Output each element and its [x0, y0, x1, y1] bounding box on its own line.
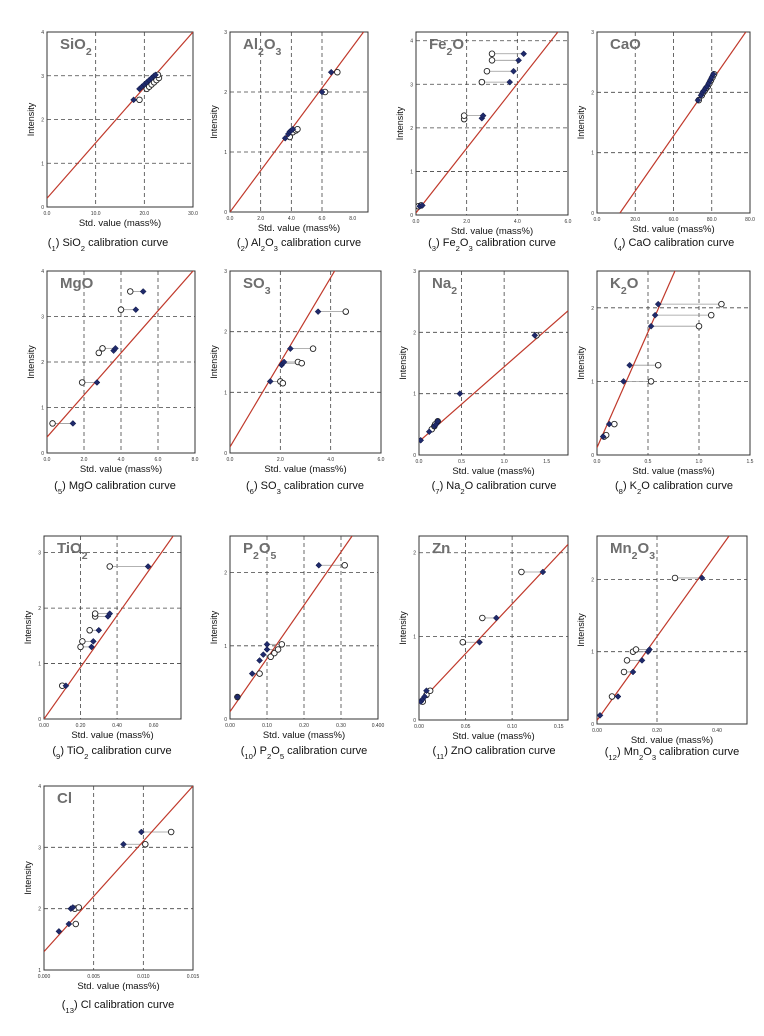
x-tick-label: 0.0 — [226, 216, 234, 222]
y-tick-label: 1 — [41, 161, 44, 168]
x-tick-label: 6.0 — [318, 216, 326, 222]
y-tick-label: 1 — [224, 150, 227, 156]
x-axis-label: Std. value (mass%) — [452, 731, 535, 742]
chart-title: Zn — [432, 540, 451, 557]
y-tick-label: 3 — [410, 82, 413, 89]
y-tick-label: 3 — [413, 269, 416, 275]
y-tick-label: 2 — [38, 906, 41, 913]
y-tick-label: 4 — [41, 30, 44, 36]
measured-point — [80, 639, 86, 645]
y-tick-label: 0 — [224, 717, 227, 723]
x-tick-label: 0.10 — [262, 723, 272, 729]
measured-point — [343, 309, 349, 315]
y-tick-label: 3 — [224, 30, 227, 36]
y-tick-label: 2 — [413, 330, 416, 337]
chart-13 — [23, 784, 199, 1015]
x-tick-label: 0.05 — [460, 724, 471, 730]
measured-point — [299, 360, 305, 366]
measured-point — [335, 69, 341, 75]
x-tick-label: 0.00 — [225, 723, 235, 729]
chart-caption: $(_7)$ $Na_2O$ calibration curve — [431, 480, 557, 496]
y-tick-label: 1 — [224, 643, 227, 650]
x-tick-label: 0.10 — [507, 724, 517, 730]
chart-caption: $(_8)$ $K_2O$ calibration curve — [614, 480, 734, 496]
y-tick-label: 3 — [41, 73, 44, 80]
chart-10 — [209, 536, 384, 761]
x-tick-label: 6.0 — [564, 219, 572, 225]
chart-7 — [398, 269, 568, 496]
x-tick-label: 0.20 — [75, 723, 86, 729]
measured-point — [73, 921, 79, 927]
measured-point — [79, 380, 85, 386]
y-tick-label: 0 — [41, 451, 44, 457]
y-tick-label: 2 — [38, 606, 41, 613]
x-tick-label: 0.0 — [43, 211, 51, 217]
measured-point — [719, 301, 725, 307]
chart-caption: $(_6)$ $SO_3$ calibration curve — [245, 480, 365, 496]
measured-point — [480, 615, 486, 621]
y-tick-label: 2 — [224, 90, 227, 96]
y-tick-label: 1 — [413, 391, 416, 398]
x-tick-label: 0.5 — [458, 459, 466, 465]
x-axis-label: Std. value (mass%) — [264, 464, 347, 475]
measured-point — [672, 575, 678, 581]
chart-caption: $(_1)$ SiO$_2$ calibration curve — [47, 237, 169, 253]
x-tick-label: 0.015 — [186, 974, 200, 980]
y-tick-label: 1 — [591, 379, 594, 386]
x-tick-label: 2.0 — [276, 457, 284, 463]
chart-title: $SO_3$ — [243, 275, 271, 297]
y-tick-label: 4 — [410, 38, 413, 45]
chart-11 — [398, 536, 568, 761]
x-axis-label: Std. value (mass%) — [78, 218, 162, 229]
x-tick-label: 0.40 — [112, 723, 122, 729]
measured-point — [648, 379, 654, 385]
y-axis-label: Intensity — [576, 105, 586, 140]
y-tick-label: 1 — [224, 390, 227, 397]
y-tick-label: 2 — [413, 550, 416, 557]
y-tick-label: 3 — [591, 30, 594, 36]
x-tick-label: 0.010 — [137, 974, 150, 980]
x-tick-label: 2.0 — [80, 457, 88, 463]
measured-point — [137, 97, 143, 103]
measured-point — [655, 362, 661, 368]
chart-caption: $(_{10})$ $P_2O_5$ calibration curve — [240, 745, 368, 761]
chart-12 — [576, 536, 747, 762]
measured-point — [519, 569, 525, 575]
y-axis-label: Intensity — [576, 613, 586, 647]
measured-point — [257, 671, 263, 677]
chart-caption: $(_2)$ $Al_2O_3$ calibration curve — [236, 237, 362, 253]
measured-point — [609, 694, 615, 700]
y-tick-label: 1 — [41, 405, 44, 412]
y-tick-label: 3 — [41, 314, 44, 321]
measured-point — [479, 79, 485, 85]
y-tick-label: 0 — [591, 453, 594, 459]
x-tick-label: 0.0 — [43, 457, 51, 463]
y-tick-label: 3 — [38, 550, 41, 557]
chart-title: $P_2O_5$ — [243, 540, 277, 562]
chart-title: $Na_2$ — [432, 275, 458, 297]
x-tick-label: 0.005 — [87, 974, 100, 980]
measured-point — [310, 346, 316, 352]
measured-point — [489, 58, 495, 64]
measured-point — [275, 647, 281, 653]
y-tick-label: 1 — [413, 634, 416, 641]
measured-point — [633, 647, 639, 653]
x-axis-label: Std. value (mass%) — [632, 466, 715, 477]
y-tick-label: 2 — [224, 570, 227, 577]
y-tick-label: 1 — [38, 661, 41, 668]
y-tick-label: 4 — [41, 269, 44, 275]
y-axis-label: Intensity — [398, 346, 408, 380]
y-tick-label: 1 — [591, 649, 594, 656]
chart-title: $Al_2O_3$ — [243, 36, 282, 58]
x-tick-label: 6.0 — [154, 457, 162, 463]
measured-point — [118, 307, 124, 313]
x-tick-label: 20.0 — [139, 211, 150, 217]
chart-8 — [576, 267, 754, 495]
chart-2 — [209, 26, 368, 253]
measured-point — [696, 323, 702, 329]
chart-caption: $(_3)$ $Fe_2O_3$ calibration curve — [428, 237, 556, 253]
plot-frame — [597, 271, 750, 455]
x-tick-label: 60.0 — [668, 217, 679, 223]
x-tick-label: 0.20 — [299, 723, 309, 729]
y-tick-label: 3 — [38, 845, 41, 852]
measured-point — [708, 312, 714, 318]
measured-point — [484, 68, 490, 74]
y-tick-label: 0 — [224, 451, 227, 457]
x-tick-label: 10.0 — [90, 211, 101, 217]
y-tick-label: 3 — [224, 269, 227, 275]
chart-title: MgO — [60, 275, 94, 292]
measured-point — [624, 658, 630, 664]
plot-frame — [419, 536, 568, 720]
y-tick-label: 0 — [591, 722, 594, 728]
y-tick-label: 0 — [410, 213, 413, 219]
chart-caption: $(_4)$ CaO calibration curve — [613, 237, 735, 253]
measured-point — [78, 644, 84, 650]
measured-point — [168, 829, 174, 835]
measured-point — [143, 841, 149, 847]
x-tick-label: 80.0 — [706, 217, 717, 223]
x-tick-label: 0.0 — [415, 459, 423, 465]
chart-6 — [209, 265, 385, 496]
x-tick-label: 2.0 — [257, 216, 265, 222]
chart-1 — [26, 30, 198, 253]
x-tick-label: 4.0 — [513, 219, 521, 225]
x-axis-label: Std. value (mass%) — [452, 466, 535, 477]
measured-point — [280, 380, 286, 386]
y-axis-label: Intensity — [23, 861, 33, 895]
y-axis-label: Intensity — [26, 345, 36, 379]
y-tick-label: 4 — [38, 784, 41, 790]
measured-point — [76, 905, 82, 911]
x-tick-label: 0.5 — [644, 459, 652, 465]
y-axis-label: Intensity — [23, 610, 33, 645]
chart-title: Cl — [57, 790, 72, 807]
x-axis-label: Std. value (mass%) — [79, 464, 163, 475]
chart-title: SiO$_2$ — [60, 36, 92, 58]
x-axis-label: Std. value (mass%) — [77, 981, 160, 992]
x-axis-label: Std. value (mass%) — [257, 223, 341, 234]
y-tick-label: 2 — [41, 117, 44, 124]
y-axis-label: Intensity — [209, 105, 219, 139]
chart-caption: $(_5)$ MgO calibration curve — [54, 480, 176, 496]
x-tick-label: 30.0 — [188, 211, 198, 217]
plot-frame — [419, 271, 568, 455]
x-tick-label: 4.0 — [287, 216, 295, 222]
x-axis-label: Std. value (mass%) — [632, 224, 715, 235]
chart-title: TiO$_2$ — [57, 540, 88, 562]
x-tick-label: 1.5 — [746, 459, 754, 465]
measured-point — [342, 562, 348, 568]
measured-point — [621, 669, 627, 675]
x-axis-label: Std. value (mass%) — [71, 730, 154, 741]
y-axis-label: Intensity — [576, 346, 586, 380]
y-tick-label: 0 — [413, 718, 416, 724]
x-axis-label: Std. value (mass%) — [630, 735, 714, 746]
y-tick-label: 2 — [591, 90, 594, 97]
measured-point — [279, 642, 285, 648]
x-tick-label: 80.0 — [745, 217, 755, 223]
measured-point — [87, 627, 93, 633]
chart-5 — [26, 269, 199, 496]
y-axis-label: Intensity — [209, 345, 219, 379]
y-tick-label: 1 — [38, 968, 41, 974]
measured-point — [460, 639, 466, 645]
y-tick-label: 2 — [410, 125, 413, 132]
measured-point — [461, 113, 467, 119]
x-tick-label: 0.0 — [412, 219, 420, 225]
plot-frame — [44, 786, 193, 970]
y-axis-label: Intensity — [209, 610, 219, 645]
x-tick-label: 0.0 — [226, 457, 234, 463]
chart-caption: $(_{13})$ Cl calibration curve — [61, 999, 175, 1015]
x-axis-label: Std. value (mass%) — [262, 730, 346, 741]
x-tick-label: 6.0 — [377, 457, 385, 463]
chart-title: CaO — [610, 36, 641, 53]
y-axis-label: Intensity — [398, 611, 408, 645]
y-tick-label: 2 — [591, 305, 594, 312]
x-tick-label: 0.30 — [336, 723, 346, 729]
x-tick-label: 0.15 — [553, 724, 564, 730]
x-tick-label: 4.0 — [117, 457, 125, 463]
x-tick-label: 0.20 — [652, 728, 662, 734]
chart-caption: $(_{11})$ ZnO calibration curve — [432, 745, 556, 761]
x-tick-label: 1.0 — [500, 459, 508, 465]
x-tick-label: 8.0 — [191, 457, 199, 463]
x-tick-label: 0.00 — [592, 728, 602, 734]
x-axis-label: Std. value (mass%) — [450, 226, 534, 237]
y-tick-label: 1 — [410, 169, 413, 176]
x-tick-label: 20.0 — [630, 217, 641, 223]
y-tick-label: 0 — [41, 205, 44, 211]
x-tick-label: 0.400 — [371, 723, 385, 729]
y-tick-label: 1 — [591, 150, 594, 157]
x-tick-label: 1.5 — [543, 459, 551, 465]
chart-title: $Mn_2O_3$ — [610, 540, 656, 562]
measured-point — [100, 346, 106, 352]
x-tick-label: 0.00 — [414, 724, 424, 730]
measured-point — [50, 421, 56, 427]
chart-caption: $(_{12})$ $Mn_2O_3$ calibration curve — [604, 746, 740, 762]
y-tick-label: 0 — [224, 210, 227, 216]
x-tick-label: 0.40 — [712, 728, 722, 734]
y-tick-label: 0 — [38, 717, 41, 723]
x-tick-label: 8.0 — [349, 216, 357, 222]
plot-frame — [230, 271, 381, 453]
y-axis-label: Intensity — [26, 102, 36, 137]
y-tick-label: 0 — [413, 453, 416, 459]
x-tick-label: 0.00 — [39, 723, 49, 729]
chart-3 — [395, 32, 572, 253]
x-tick-label: 1.0 — [695, 459, 703, 465]
measured-point — [127, 289, 133, 295]
x-tick-label: 0.0 — [593, 217, 601, 223]
chart-title: $K_2O$ — [610, 275, 639, 297]
x-tick-label: 0.0 — [593, 459, 601, 465]
chart-9 — [23, 525, 181, 761]
measured-point — [107, 564, 113, 570]
x-tick-label: 0.60 — [148, 723, 159, 729]
x-tick-label: 0.000 — [37, 974, 51, 980]
y-tick-label: 2 — [41, 360, 44, 366]
x-tick-label: 4.0 — [327, 457, 335, 463]
y-axis-label: Intensity — [395, 106, 405, 141]
chart-4 — [576, 26, 755, 253]
measured-point — [489, 51, 495, 57]
chart-title: $Fe_2O$ — [429, 36, 465, 58]
x-tick-label: 2.0 — [463, 219, 471, 225]
y-tick-label: 0 — [591, 211, 594, 217]
chart-caption: $(_9)$ TiO$_2$ calibration curve — [52, 745, 172, 761]
plot-frame — [44, 536, 181, 719]
y-tick-label: 2 — [591, 577, 594, 584]
measured-point — [92, 611, 98, 617]
y-tick-label: 2 — [224, 329, 227, 336]
